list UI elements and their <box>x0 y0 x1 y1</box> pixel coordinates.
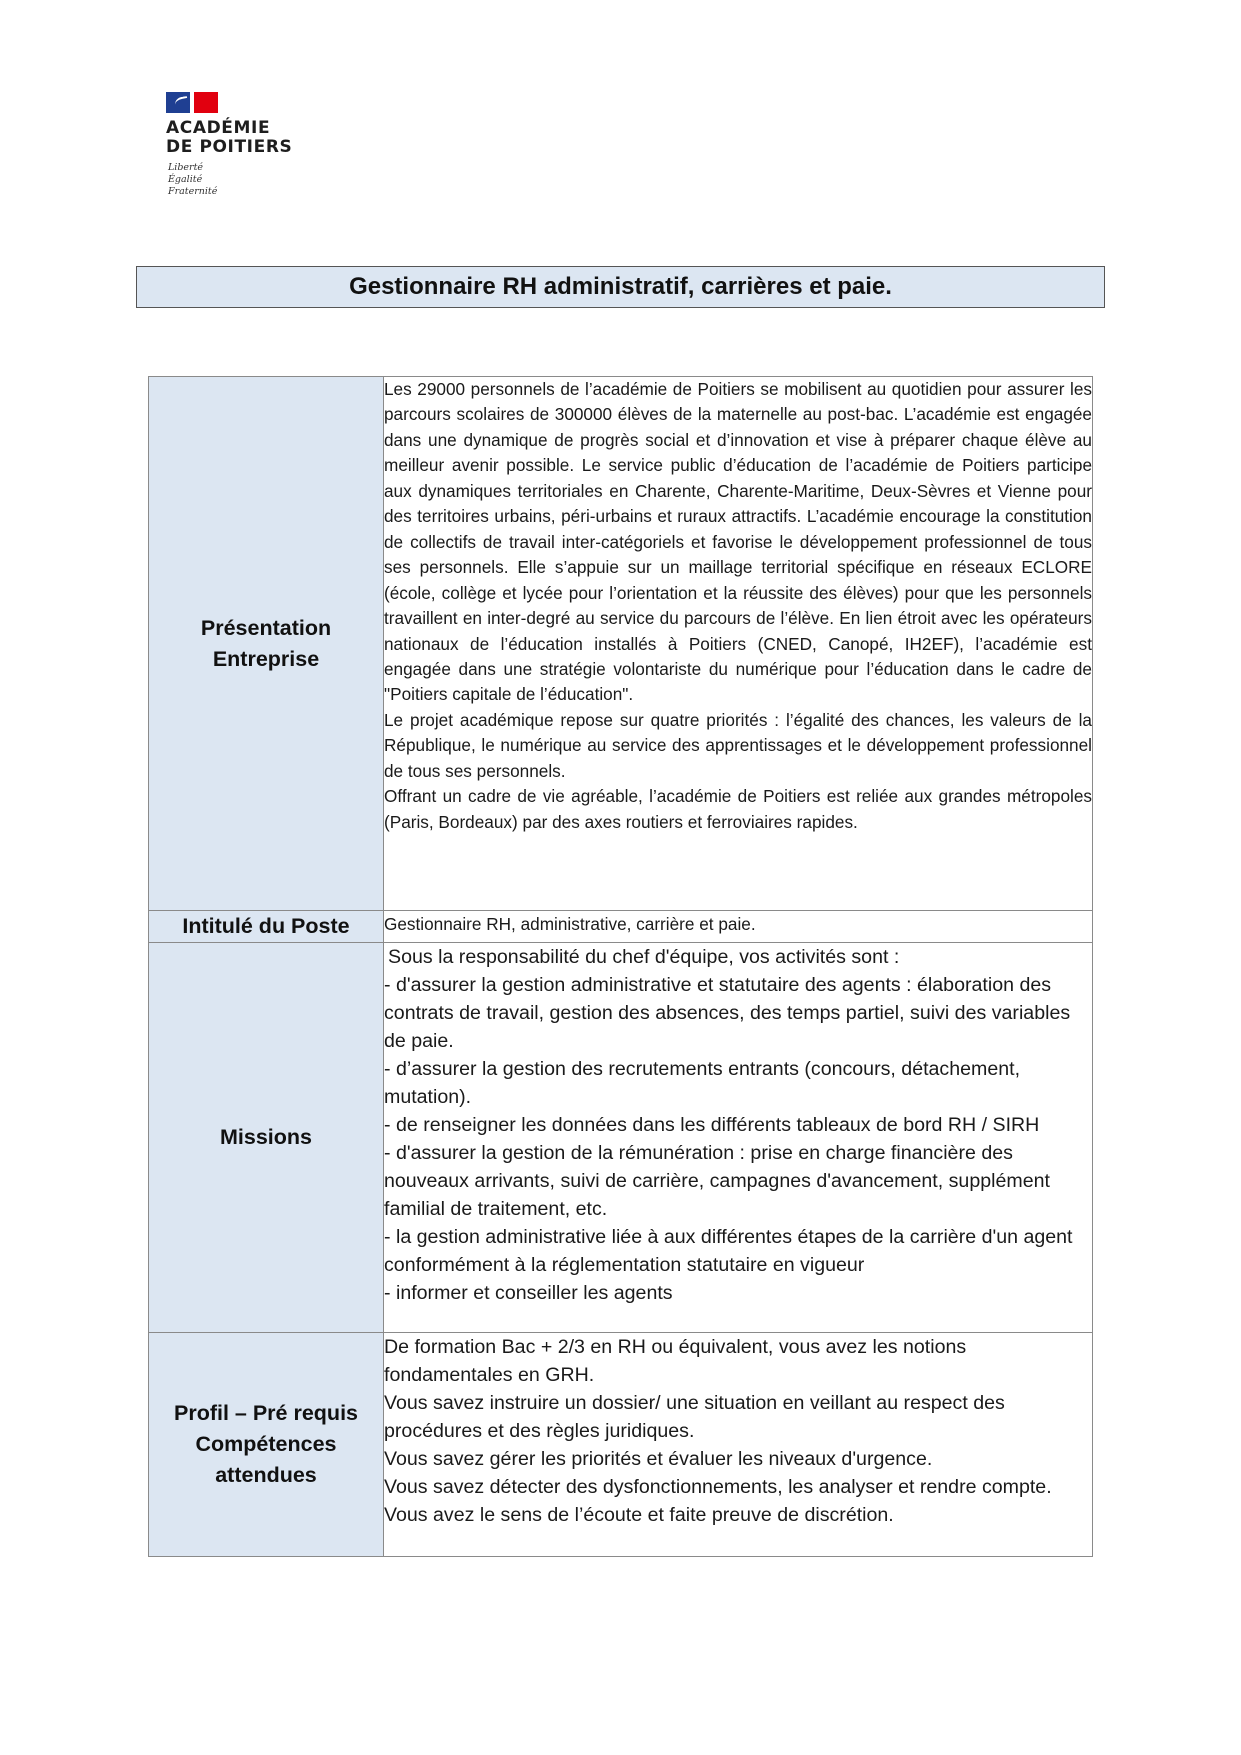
profil-item: Vous savez détecter des dysfonctionnements, les analyser et rendre compte. <box>384 1476 1052 1498</box>
presentation-content <box>384 377 1093 911</box>
profil-label-line-1: Profil – Pré requis <box>173 1401 358 1425</box>
profil-item: De formation Bac + 2/3 en RH ou équivalent, vous avez les notions fondamentales en GRH. <box>384 1336 967 1386</box>
mission-item: - d'assurer la gestion administrative et statutaire des agents : élaboration des contrats de travail, gestion des absences, des temps partiel, suivi des variables de paie. <box>384 974 1071 1052</box>
marianne-flag-icon <box>166 92 218 113</box>
poste-label: Intitulé du Poste <box>149 911 384 943</box>
table-row-presentation <box>149 377 1093 911</box>
mission-item: - informer et conseiller les agents <box>384 1282 673 1304</box>
mission-item: - de renseigner les données dans les différents tableaux de bord RH / SIRH <box>384 1114 1040 1136</box>
profil-label-line-2: Compétences <box>195 1432 337 1456</box>
mission-item: - d’assurer la gestion des recrutements entrants (concours, détachement, mutation). <box>384 1058 1021 1108</box>
table-row-profil <box>149 1333 1093 1557</box>
profil-content <box>384 1333 1093 1557</box>
presentation-paragraph: Offrant un cadre de vie agréable, l’académie de Poitiers est reliée aux grandes métropoles (Paris, Bordeaux) par des axes routiers et ferroviaires rapides. <box>384 786 1092 832</box>
motto-line-3: Fraternité <box>168 186 218 197</box>
logo-name-line-1: ACADÉMIE <box>166 118 271 138</box>
academie-logo <box>166 92 326 198</box>
presentation-label <box>149 377 384 911</box>
document-title: Gestionnaire RH administratif, carrières et paie. <box>136 266 1105 308</box>
profil-label-line-3: attendues <box>215 1463 317 1487</box>
profil-item: Vous savez instruire un dossier/ une situation en veillant au respect des procédures et des règles juridiques. <box>384 1392 1005 1442</box>
presentation-label-line-1: Présentation <box>200 615 332 640</box>
motto-line-2: Égalité <box>168 174 203 185</box>
profil-item: Vous savez gérer les priorités et évaluer les niveaux d'urgence. <box>384 1448 933 1470</box>
presentation-label-line-2: Entreprise <box>212 646 320 671</box>
poste-value: Gestionnaire RH, administrative, carrière et paie. <box>384 911 1093 943</box>
missions-intro: Sous la responsabilité du chef d'équipe, vos activités sont : <box>388 946 900 968</box>
job-description-table <box>148 376 1093 1557</box>
table-row-poste <box>149 911 1093 943</box>
logo-name-line-2: DE POITIERS <box>166 137 293 157</box>
motto-line-1: Liberté <box>168 162 204 173</box>
logo-motto <box>168 162 326 198</box>
table-row-missions <box>149 943 1093 1333</box>
presentation-paragraph: Le projet académique repose sur quatre priorités : l’égalité des chances, les valeurs de la République, le numérique au service des apprentissages et le développement professionnel de tous ses personnels. <box>384 709 1092 781</box>
profil-label <box>149 1333 384 1557</box>
missions-label: Missions <box>149 943 384 1333</box>
profil-item: Vous avez le sens de l’écoute et faite preuve de discrétion. <box>384 1504 894 1526</box>
presentation-paragraph: Les 29000 personnels de l’académie de Poitiers se mobilisent au quotidien pour assurer les parcours scolaires de 300000 élèves de la maternelle au post-bac. L’académie est engagée dans une dynamique de progrès social et d’innovation et vise à préparer chaque élève au meilleur avenir possible. Le service public d’éducation de l’académie de Poitiers participe aux dynamiques territoriales en Charente, Charente-Maritime, Deux-Sèvres et Vienne pour des territoires urbains, péri-urbains et ruraux attractifs. L’académie encourage la constitution de collectifs de travail inter-catégoriels et favorise le développement professionnel de tous ses personnels. Elle s’appuie sur un maillage territorial spécifique en réseaux ECLORE (école, collège et lycée pour l’orientation et la réussite des élèves) pour que les personnels travaillent en inter-degré au service du parcours de l’élève. En lien étroit avec les opérateurs nationaux de l’éducation installés à Poitiers (CNED, Canopé, IH2EF), l’académie est engagée dans une stratégie volontariste du numérique pour l’éducation dans le cadre de "Poitiers capitale de l’éducation". <box>384 379 1092 705</box>
mission-item: - d'assurer la gestion de la rémunération : prise en charge financière des nouveaux arrivants, suivi de carrière, campagnes d'avancement, supplément familial de traitement, etc. <box>384 1142 1050 1220</box>
mission-item: - la gestion administrative liée à aux différentes étapes de la carrière d'un agent conformément à la réglementation statutaire en vigueur <box>384 1226 1073 1276</box>
missions-content <box>384 943 1093 1333</box>
logo-name <box>166 119 326 157</box>
